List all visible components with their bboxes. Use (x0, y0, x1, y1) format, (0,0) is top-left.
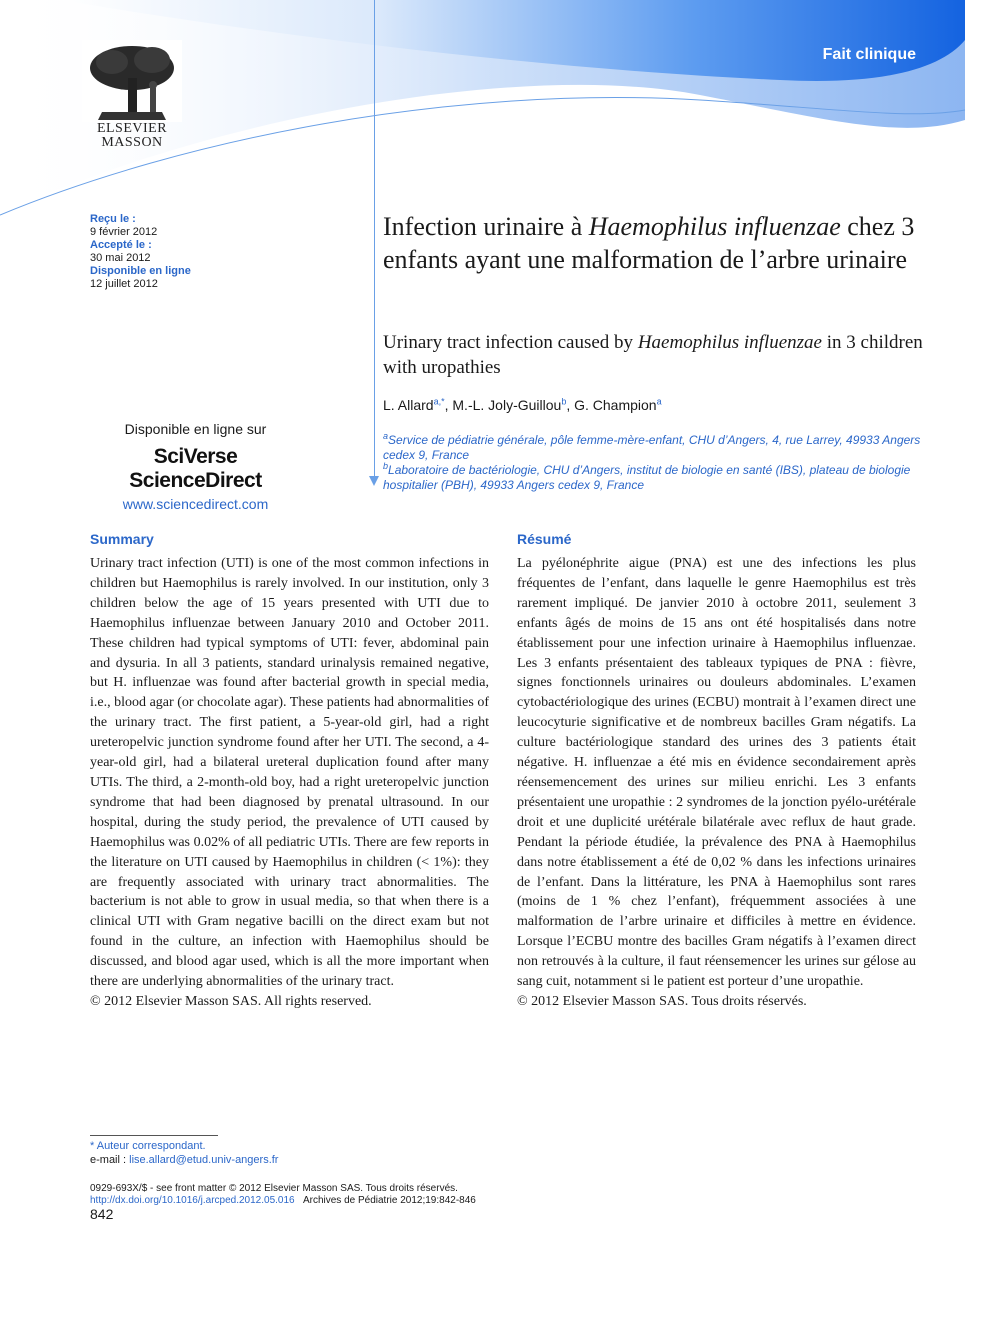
summary-body (90, 554, 489, 1012)
online-date-value: 12 juillet 2012 (90, 278, 158, 290)
footnote (90, 1139, 278, 1167)
summary-paragraph: Urinary tract infection (UTI) is one of the most common infections in children but Haemophilus is rarely involved. In our institution, only 3 children below the age of 15 years presented with UTI due to Haemophilus influenzae between January 2010 and October 2011. These children had typical symptoms of UTI: fever, abdominal pain and dysuria. In all 3 patients, standard urinalysis remained negative, but H. influenzae was found after bacterial growth in special media, i.e., blood agar (or chocolate agar). These patients had abnormalities of the urinary tract. The first patient, a 5-year-old girl, had a right ureteropelvic junction syndrome found after her UTI. The second, a 4-year-old girl, had a bilateral ureteral duplication found after many UTIs. The third, a 2-month-old boy, had a right ureteropelvic junction syndrome that had been diagnosed by prenatal ultrasound. In our hospital, during the study period, the prevalence of UTI caused by Haemophilus was 0.02% of all pediatric UTIs. There are few reports in the literature on UTI caused by Haemophilus in children (< 1%): they are frequently associated with urinary tract abnormalities. The bacterium is not able to grow in usual media, so that when there is a clinical UTI with Gram negative bacilli on the direct exam but not found in the culture, an infection with Haemophilus should be discussed, and blood agar used, which is all the more important when there are underlying abnormalities of the urinary tract. (90, 556, 489, 990)
article-title: Infection urinaire à Haemophilus influenzae chez 3 enfants ayant une malformation de l’arbre urinaire (383, 212, 915, 274)
journal-ref: Archives de Pédiatrie 2012;19:842-846 (302, 1195, 476, 1206)
footnote-rule (90, 1135, 218, 1136)
resume-paragraph: La pyélonéphrite aigue (PNA) est une des infections les plus fréquentes de l’enfant, dans laquelle le genre Haemophilus est très rarement impliqué. De janvier 2010 à octobre 2011, seulement 3 enfants âgés de moins de 15 ans ont été hospitalisés dans notre établissement pour une infection urinaire à Haemophilus influenzae. Les 3 enfants présentaient des tableaux typiques de PNA : fièvre, signes fonctionnels urinaires ou douleurs abdominales. L’examen cytobactériologique des urines (ECBU) montrait à l’examen direct une leucocyturie significative et de nombreux bacilles Gram négatifs. La culture bactériologique standard des urines des 3 patients était négative. H. influenzae a été mis en évidence secondairement après réensemencement des urines sur milieu enrichi. Les 3 enfants présentaient une uropathie : 2 syndromes de la jonction pyélo-urétérale droit et une duplicité urétérale bilatérale avec reflux de haut grade. Pendant la période étudiée, la prévalence des PNA à Haemophilus dans notre établissement a été de 0,02 % dans les infections urinaires de l’enfant. Dans la littérature, les PNA à Haemophilus sont rares (moins de 1 % chez l’enfant), fréquemment associées à une malformation de l’arbre urinaire et difficiles à mettre en évidence. Lorsque l’ECBU montre des bacilles Gram négatifs à l’examen direct non retrouvés à la culture, il faut réensemencer les urines sur gélose au sang cuit, notamment si le patient est porteur d’une uropathie. (517, 556, 916, 990)
resume-heading: Résumé (517, 531, 572, 547)
article-subtitle: Urinary tract infection caused by Haemophilus influenzae in 3 children with uropathies (383, 332, 923, 378)
email-link[interactable]: lise.allard@etud.univ-angers.fr (129, 1154, 279, 1166)
affiliations (383, 433, 923, 493)
elsevier-masson-logo (82, 40, 182, 150)
logo-line1: ELSEVIER (96, 121, 168, 136)
corresponding-author-label: * Auteur correspondant. (90, 1140, 206, 1152)
affiliation-a: $^a$Service de pédiatrie générale, pôle femme-mère-enfant, CHU d’Angers, 4, rue Larrey, 49933 Angers cedex 9, France (383, 431, 921, 462)
received-label: Reçu le : (90, 213, 136, 225)
elsevier-tree-icon (82, 40, 182, 122)
online-availability (88, 421, 303, 512)
article-dates (90, 213, 191, 291)
arrow-down-icon (369, 476, 379, 486)
summary-copyright: © 2012 Elsevier Masson SAS. All rights reserved. (90, 993, 372, 1009)
doi-line (90, 1195, 476, 1207)
doi-link[interactable]: http://dx.doi.org/10.1016/j.arcped.2012.05.016 (90, 1195, 295, 1206)
online-date-label: Disponible en ligne (90, 265, 191, 277)
author-list: L. Allard$^{a,*}$, M.-L. Joly-Guillou$^b$, G. Champion$^a$ (383, 396, 662, 413)
resume-copyright: © 2012 Elsevier Masson SAS. Tous droits réservés. (517, 993, 807, 1009)
logo-line2: MASSON (101, 135, 163, 150)
affiliation-b: $^b$Laboratoire de bactériologie, CHU d’Angers, institut de biologie en santé (IBS), plateau de biologie hospitalier (PBH), 49933 Angers cedex 9, France (383, 461, 911, 492)
sciencedirect-link[interactable]: www.sciencedirect.com (122, 496, 269, 512)
sciencedirect-brand: SciVerse ScienceDirect (129, 445, 262, 492)
resume-body (517, 554, 916, 1012)
accepted-label: Accepté le : (90, 239, 152, 251)
footer-info (90, 1183, 476, 1207)
received-value: 9 février 2012 (90, 226, 158, 238)
email-line: e-mail : lise.allard@etud.univ-angers.fr (90, 1154, 279, 1166)
page-number: 842 (90, 1206, 114, 1222)
summary-heading: Summary (90, 531, 154, 547)
section-label: Fait clinique (822, 46, 916, 63)
vertical-divider (374, 0, 375, 480)
accepted-value: 30 mai 2012 (90, 252, 151, 264)
online-label: Disponible en ligne sur (124, 421, 267, 437)
issn-line: 0929-693X/$ - see front matter © 2012 Elsevier Masson SAS. Tous droits réservés. (90, 1183, 458, 1194)
